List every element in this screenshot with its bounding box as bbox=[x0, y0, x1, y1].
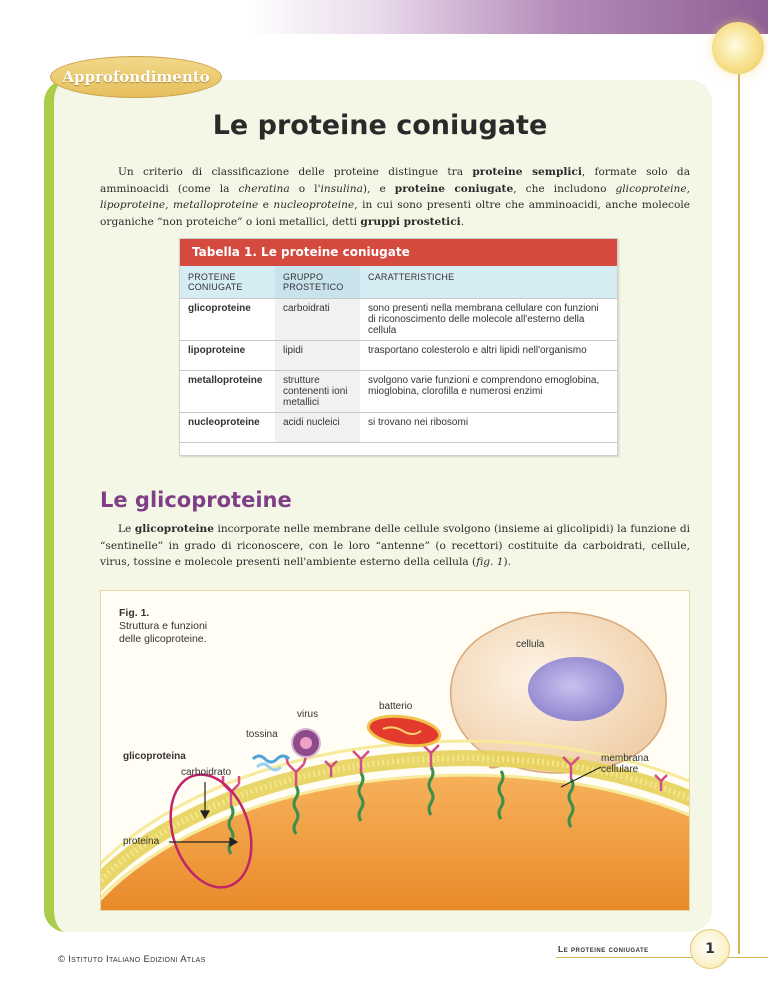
table-title: Tabella 1. Le proteine coniugate bbox=[180, 239, 617, 266]
section-heading: Le glicoproteine bbox=[100, 488, 292, 512]
cell-features: svolgono varie funzioni e comprendono emoglobina, mioglobina, clorofilla e numerosi enzimi bbox=[360, 371, 617, 413]
cell-features: sono presenti nella membrana cellulare con funzioni di riconoscimento delle molecole all'esterno della cellula bbox=[360, 299, 617, 341]
conjugated-proteins-table bbox=[179, 238, 618, 456]
glycoprotein-paragraph: Le glicoproteine incorporate nelle membrane delle cellule svolgono (insieme ai glicolipidi) la funzione di “sentinelle” in grado di riconoscere, con le loro “antenne” (o recettori) costituite da carboidrati, cellule, virus, tossine e molecole presenti nell'ambiente esterno della cellula (fig. 1). bbox=[100, 523, 690, 568]
cell-protein: metalloproteine bbox=[180, 371, 275, 413]
label-batterio: batterio bbox=[379, 701, 413, 712]
cell-protein: glicoproteine bbox=[180, 299, 275, 341]
label-glicoproteina: glicoproteina bbox=[123, 751, 186, 762]
cell-protein: lipoproteine bbox=[180, 341, 275, 371]
header-gruppo-prostetico: GRUPPO PROSTETICO bbox=[275, 266, 360, 299]
label-cellulare: cellulare bbox=[601, 764, 639, 775]
page-number: 1 bbox=[690, 929, 730, 969]
running-title: Le proteine coniugate bbox=[558, 944, 649, 954]
virus-drawing bbox=[292, 729, 320, 757]
page-title: Le proteine coniugate bbox=[212, 110, 548, 141]
table-row bbox=[180, 341, 617, 371]
intro-paragraph: Un criterio di classificazione delle proteine distingue tra proteine semplici, formate solo da amminoacidi (come la cheratina o l'insulina), e proteine coniugate, che includono glicoproteine, lipoproteine, metalloproteine e nucleoproteine, in cui sono presenti oltre che amminoacidi, anche molecole organiche “non proteiche” o ioni metallici, detti gruppi prostetici. bbox=[100, 166, 691, 228]
top-decorative-band bbox=[250, 0, 768, 34]
figure-caption: Fig. 1. Struttura e funzioni delle glicoproteine. bbox=[119, 607, 208, 645]
label-proteina: proteina bbox=[123, 836, 160, 847]
publisher-credit: © Istituto Italiano Edizioni Atlas bbox=[58, 954, 206, 965]
table-row bbox=[180, 299, 617, 341]
bacterium-drawing bbox=[366, 712, 441, 750]
cell-features: trasportano colesterolo e altri lipidi nell'organismo bbox=[360, 341, 617, 371]
header-proteine-coniugate: PROTEINE CONIUGATE bbox=[180, 266, 275, 299]
cell-protein: nucleoproteine bbox=[180, 413, 275, 443]
section-badge: Approfondimento bbox=[50, 56, 222, 98]
cell-group: lipidi bbox=[275, 341, 360, 371]
header-caratteristiche: CARATTERISTICHE bbox=[360, 266, 617, 299]
label-tossina: tossina bbox=[246, 729, 278, 740]
cell-group: carboidrati bbox=[275, 299, 360, 341]
label-virus: virus bbox=[297, 709, 319, 720]
cell-features: si trovano nei ribosomi bbox=[360, 413, 617, 443]
margin-rule bbox=[738, 74, 740, 954]
cell-group: acidi nucleici bbox=[275, 413, 360, 443]
table-row bbox=[180, 413, 617, 443]
cell-group: strutture contenenti ioni metallici bbox=[275, 371, 360, 413]
footer-rule bbox=[556, 957, 768, 958]
corner-orb-decoration bbox=[712, 22, 764, 74]
figure-1 bbox=[100, 590, 690, 911]
label-carboidrato: carboidrato bbox=[181, 767, 232, 778]
label-cellula: cellula bbox=[516, 639, 545, 650]
table-row bbox=[180, 371, 617, 413]
table-header-row bbox=[180, 266, 617, 299]
label-membrana: membrana bbox=[601, 753, 649, 764]
